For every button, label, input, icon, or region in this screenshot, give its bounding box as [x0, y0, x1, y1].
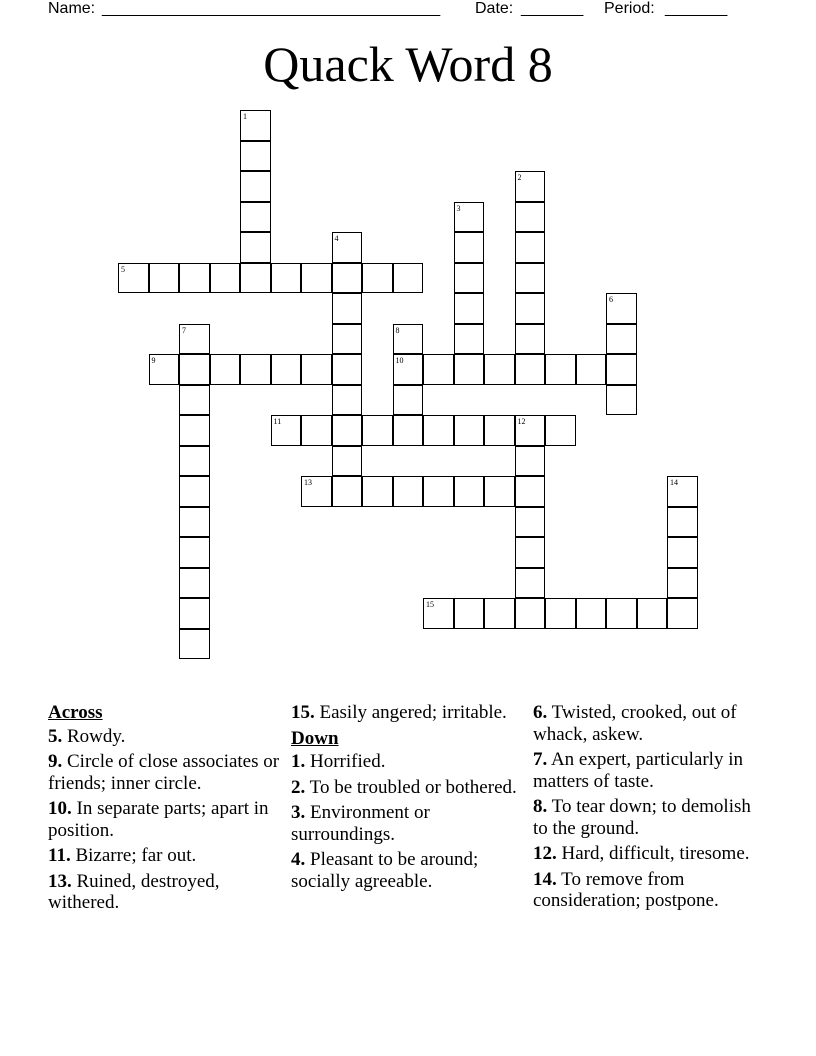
clue-down-1: 1. Horrified.: [291, 751, 386, 772]
grid-cell[interactable]: [637, 598, 668, 629]
grid-cell[interactable]: [332, 476, 363, 507]
grid-cell[interactable]: [667, 476, 698, 507]
grid-cell[interactable]: [423, 476, 454, 507]
grid-cell[interactable]: [362, 263, 393, 294]
date-label: Date:: [475, 0, 514, 17]
grid-cell[interactable]: [606, 354, 637, 385]
grid-cell[interactable]: [515, 324, 546, 355]
clue-number: 4: [334, 234, 339, 243]
grid-cell[interactable]: [393, 476, 424, 507]
grid-cell[interactable]: [515, 476, 546, 507]
name-label: Name:: [48, 0, 96, 17]
clue-number: 9: [151, 356, 156, 365]
grid-cell[interactable]: [515, 537, 546, 568]
grid-cell[interactable]: [179, 598, 210, 629]
clue-number: 13: [304, 478, 312, 487]
grid-cell[interactable]: [545, 415, 576, 446]
grid-cell[interactable]: [423, 415, 454, 446]
grid-cell[interactable]: [667, 598, 698, 629]
clues-column-2: [291, 702, 527, 896]
grid-cell[interactable]: [240, 263, 271, 294]
across-heading: Across: [48, 702, 103, 723]
grid-cell[interactable]: [606, 598, 637, 629]
grid-cell[interactable]: [484, 598, 515, 629]
grid-cell[interactable]: [454, 232, 485, 263]
grid-cell[interactable]: [454, 324, 485, 355]
grid-cell[interactable]: [301, 476, 332, 507]
grid-cell[interactable]: [362, 415, 393, 446]
clue-across-13: 13. Ruined, destroyed, withered.: [48, 870, 220, 913]
grid-cell[interactable]: [179, 263, 210, 294]
clue-down-6: 6. Twisted, crooked, out of whack, askew.: [533, 702, 737, 745]
grid-cell[interactable]: [179, 446, 210, 477]
period-label: Period:: [604, 0, 655, 17]
grid-cell[interactable]: [301, 354, 332, 385]
grid-cell[interactable]: [484, 415, 515, 446]
grid-cell[interactable]: [240, 354, 271, 385]
grid-cell[interactable]: [301, 415, 332, 446]
grid-cell[interactable]: [393, 415, 424, 446]
grid-cell[interactable]: [454, 476, 485, 507]
period-blank[interactable]: _______: [665, 0, 728, 17]
clue-down-14: 14. To remove from consideration; postpone.: [533, 868, 719, 911]
grid-cell[interactable]: [332, 263, 363, 294]
grid-cell[interactable]: [179, 507, 210, 538]
grid-cell[interactable]: [515, 232, 546, 263]
clue-number: 7: [182, 325, 186, 335]
grid-cell[interactable]: [515, 446, 546, 477]
grid-cell[interactable]: [484, 354, 515, 385]
grid-cell[interactable]: [454, 354, 485, 385]
clue-number: 14: [670, 478, 678, 487]
grid-cell[interactable]: [179, 476, 210, 507]
clue-across-9: 9. Circle of close associates or friends; inner circle.: [48, 751, 280, 794]
grid-cell[interactable]: [179, 385, 210, 416]
grid-cell[interactable]: [545, 354, 576, 385]
grid-cell[interactable]: [667, 507, 698, 538]
grid-cell[interactable]: [515, 202, 546, 233]
clue-number: 11: [273, 417, 282, 426]
grid-cell[interactable]: [149, 354, 180, 385]
clue-number: 3: [456, 203, 461, 213]
grid-cell[interactable]: [332, 293, 363, 324]
grid-cell[interactable]: [454, 598, 485, 629]
clue-across-10: 10. In separate parts; apart in position.: [48, 798, 269, 841]
clue-down-8: 8. To tear down; to demolish to the ground.: [533, 796, 751, 839]
grid-cell[interactable]: [240, 232, 271, 263]
grid-cell[interactable]: [332, 232, 363, 263]
grid-cell[interactable]: [667, 568, 698, 599]
grid-cell[interactable]: [332, 415, 363, 446]
grid-cell[interactable]: [332, 324, 363, 355]
grid-cell[interactable]: [454, 415, 485, 446]
grid-cell[interactable]: [332, 354, 363, 385]
grid-cell[interactable]: [545, 598, 576, 629]
clue-across-15: 15. Easily angered; irritable.: [291, 702, 507, 723]
grid-cell[interactable]: [179, 354, 210, 385]
grid-cell[interactable]: [240, 141, 271, 172]
grid-cell[interactable]: [332, 446, 363, 477]
grid-cell[interactable]: [606, 324, 637, 355]
grid-cell[interactable]: [393, 263, 424, 294]
grid-cell[interactable]: [179, 415, 210, 446]
clue-number: 5: [121, 264, 125, 274]
down-heading: Down: [291, 727, 339, 749]
grid-cell[interactable]: [423, 598, 454, 629]
grid-cell[interactable]: [179, 324, 210, 355]
puzzle-title: Quack Word 8: [263, 36, 553, 92]
grid-cell[interactable]: [515, 598, 546, 629]
grid-cell[interactable]: [210, 263, 241, 294]
clue-number: 10: [395, 356, 404, 365]
grid-cell[interactable]: [240, 110, 271, 141]
name-blank[interactable]: ______________________________________: [102, 0, 441, 17]
clue-down-7: 7. An expert, particularly in matters of taste.: [533, 749, 743, 792]
grid-cell[interactable]: [515, 415, 546, 446]
grid-cell[interactable]: [515, 293, 546, 324]
grid-cell[interactable]: [393, 324, 424, 355]
grid-cell[interactable]: [606, 385, 637, 416]
clue-down-3: 3. Environment or surroundings.: [291, 802, 430, 845]
grid-cell[interactable]: [332, 385, 363, 416]
grid-cell[interactable]: [271, 354, 302, 385]
grid-cell[interactable]: [515, 171, 546, 202]
grid-cell[interactable]: [393, 385, 424, 416]
grid-cell[interactable]: [149, 263, 180, 294]
clue-number: 6: [609, 295, 613, 304]
date-blank[interactable]: _______: [521, 0, 584, 17]
grid-cell[interactable]: [667, 537, 698, 568]
clue-number: 15: [426, 600, 434, 609]
grid-cell[interactable]: [606, 293, 637, 324]
grid-cell[interactable]: [515, 507, 546, 538]
grid-cell[interactable]: [240, 202, 271, 233]
grid-cell[interactable]: [210, 354, 241, 385]
clue-number: 2: [517, 173, 522, 182]
clue-number: 1: [243, 112, 247, 121]
grid-cell[interactable]: [118, 263, 149, 294]
grid-cell[interactable]: [515, 263, 546, 294]
grid-cell[interactable]: [576, 354, 607, 385]
clue-down-12: 12. Hard, difficult, tiresome.: [533, 843, 750, 864]
clue-down-4: 4. Pleasant to be around; socially agreeable.: [291, 849, 479, 892]
grid-cell[interactable]: [515, 354, 546, 385]
grid-cell[interactable]: [423, 354, 454, 385]
grid-cell[interactable]: [301, 263, 332, 294]
grid-cell[interactable]: [484, 476, 515, 507]
clue-across-11: 11. Bizarre; far out.: [48, 845, 197, 866]
clues-column-1: [48, 702, 288, 918]
grid-cell[interactable]: [271, 263, 302, 294]
grid-cell[interactable]: [271, 415, 302, 446]
grid-cell[interactable]: [576, 598, 607, 629]
grid-cell[interactable]: [179, 537, 210, 568]
clue-down-2: 2. To be troubled or bothered.: [291, 776, 517, 798]
grid-cell[interactable]: [362, 476, 393, 507]
grid-cell[interactable]: [515, 568, 546, 599]
clue-across-5: 5. Rowdy.: [48, 725, 126, 747]
grid-cell[interactable]: [179, 568, 210, 599]
clues-column-3: [533, 702, 769, 916]
grid-cell[interactable]: [454, 263, 485, 294]
grid-cell[interactable]: [454, 293, 485, 324]
grid-cell[interactable]: [454, 202, 485, 233]
grid-cell[interactable]: [393, 354, 424, 385]
clue-number: 12: [517, 417, 526, 426]
grid-cell[interactable]: [240, 171, 271, 202]
grid-cell[interactable]: [179, 629, 210, 660]
clue-number: 8: [395, 325, 400, 335]
